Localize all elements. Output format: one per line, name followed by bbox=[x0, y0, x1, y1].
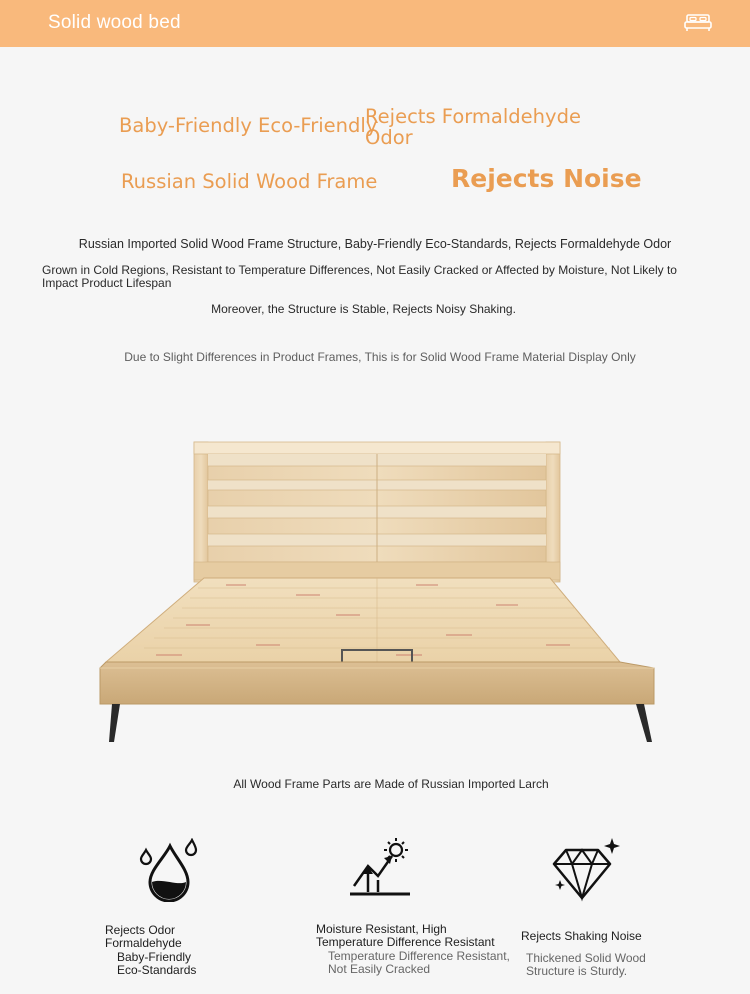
feature-rejects-formaldehyde bbox=[365, 106, 581, 148]
benefit-1-subtitle bbox=[117, 951, 196, 977]
benefit-2-title-line1: Moisture Resistant, High bbox=[316, 922, 447, 936]
bed-icon[interactable] bbox=[684, 13, 712, 33]
description-line2b: Impact Product Lifespan bbox=[42, 276, 172, 290]
benefit-2-title-line2: Temperature Difference Resistant bbox=[316, 935, 495, 949]
bed-image bbox=[96, 436, 658, 748]
benefit-1-sub-line1: Baby-Friendly bbox=[117, 950, 192, 964]
disclaimer: Due to Slight Differences in Product Frames, This is for Solid Wood Frame Material Display Only bbox=[124, 350, 636, 364]
feature-russian-frame: Russian Solid Wood Frame bbox=[121, 170, 378, 193]
benefit-2-sub-line2: Not Easily Cracked bbox=[328, 962, 431, 976]
diamond-icon bbox=[552, 836, 620, 902]
water-drops-icon bbox=[138, 838, 200, 902]
temperature-growth-icon bbox=[348, 836, 414, 900]
benefit-3-sub-line2: Structure is Sturdy. bbox=[526, 964, 628, 978]
feature-baby-friendly: Baby-Friendly Eco-Friendly bbox=[119, 114, 378, 137]
benefit-2-title bbox=[316, 923, 495, 949]
benefit-2-subtitle bbox=[328, 950, 510, 976]
bed-caption: All Wood Frame Parts are Made of Russian Imported Larch bbox=[233, 777, 549, 791]
benefit-1-title-line2: Formaldehyde bbox=[105, 936, 182, 950]
description-line3: Moreover, the Structure is Stable, Rejects Noisy Shaking. bbox=[211, 302, 516, 316]
feature-rejects-formaldehyde-line2: Odor bbox=[365, 126, 413, 149]
benefit-2-sub-line1: Temperature Difference Resistant, bbox=[328, 949, 510, 963]
benefit-3-sub-line1: Thickened Solid Wood bbox=[526, 951, 646, 965]
page-title: Solid wood bed bbox=[48, 12, 181, 33]
benefit-1-title-line1: Rejects Odor bbox=[105, 923, 176, 937]
description-line2 bbox=[42, 264, 722, 290]
header-bar bbox=[0, 0, 750, 47]
description-line1: Russian Imported Solid Wood Frame Structure, Baby-Friendly Eco-Standards, Rejects Formaldehyde Odor bbox=[78, 237, 672, 251]
feature-rejects-noise: Rejects Noise bbox=[451, 164, 642, 193]
feature-rejects-formaldehyde-line1: Rejects Formaldehyde bbox=[365, 105, 581, 128]
benefit-3-subtitle bbox=[526, 952, 646, 978]
benefit-1-sub-line2: Eco-Standards bbox=[117, 963, 197, 977]
benefit-1-title bbox=[105, 924, 182, 950]
description-line2a: Grown in Cold Regions, Resistant to Temperature Differences, Not Easily Cracked or Affected by Moisture, Not Likely to bbox=[42, 263, 677, 277]
benefit-3-title: Rejects Shaking Noise bbox=[521, 929, 642, 943]
